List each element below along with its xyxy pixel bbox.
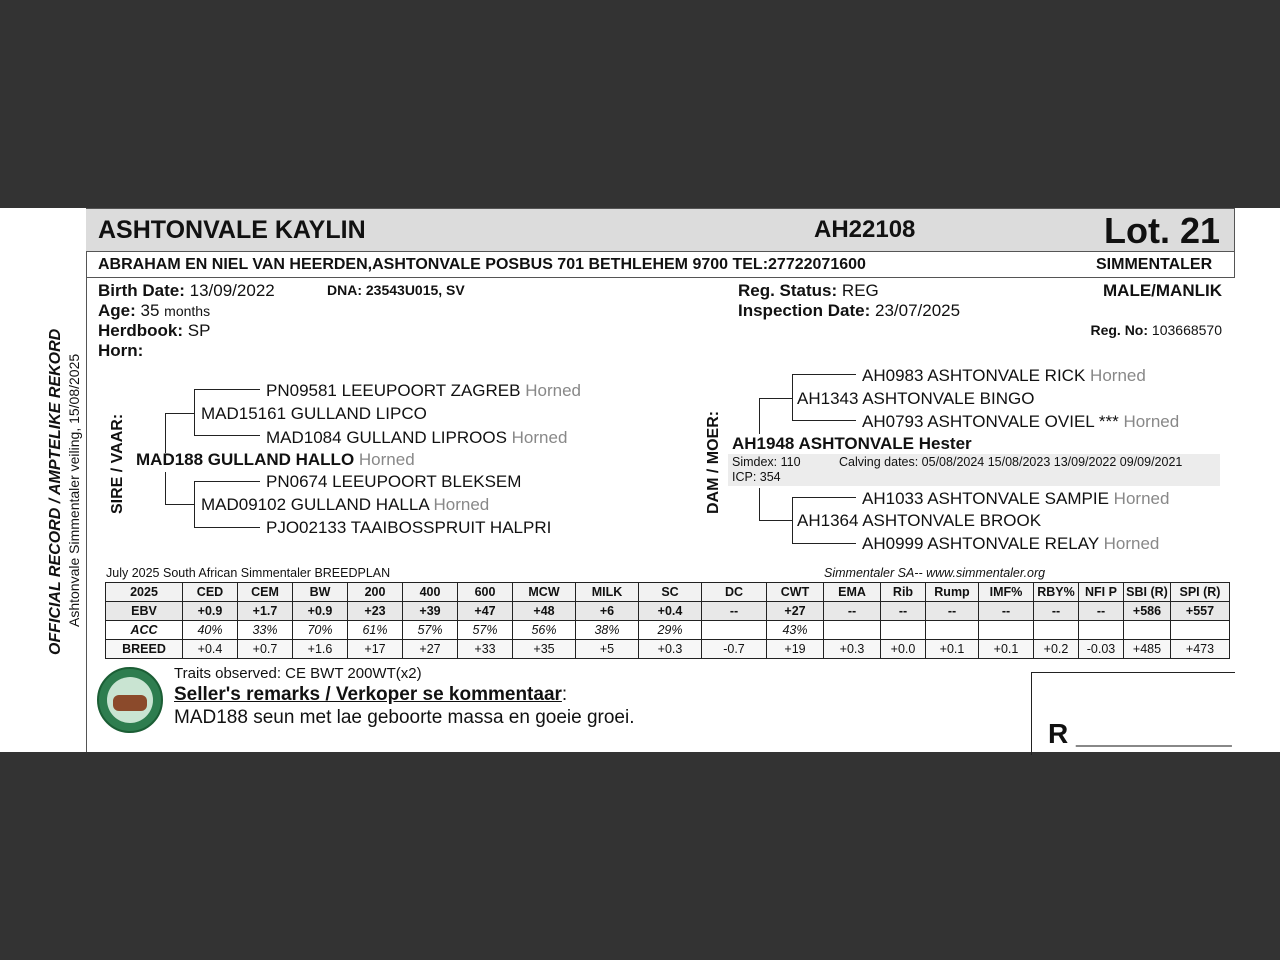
dam-label: DAM / MOER: (705, 410, 722, 514)
ebv-cell: Rump (926, 583, 979, 602)
ebv-cell: +0.0 (881, 640, 926, 659)
horn-status: Horned (511, 428, 568, 447)
ebv-cell: 56% (513, 621, 576, 640)
ebv-cell: MILK (576, 583, 639, 602)
simmentaler-logo (97, 667, 163, 733)
simdex: Simdex: 110 (732, 455, 801, 469)
ebv-cell: +0.3 (824, 640, 881, 659)
ebv-cell: +35 (513, 640, 576, 659)
ebv-cell: +19 (767, 640, 824, 659)
ebv-cell: -- (1034, 602, 1079, 621)
ebv-cell: CWT (767, 583, 824, 602)
ebv-cell: 600 (458, 583, 513, 602)
remarks-colon: : (561, 684, 568, 705)
ebv-cell: 40% (183, 621, 238, 640)
ebv-cell: NFI P (1079, 583, 1124, 602)
ebv-cell: +17 (348, 640, 403, 659)
ebv-cell: -- (881, 602, 926, 621)
ebv-cell: +0.4 (183, 640, 238, 659)
ebv-row-columns (106, 583, 1230, 602)
sire-name (136, 450, 415, 470)
ancestor-name: PN09581 LEEUPOORT ZAGREB (266, 381, 521, 400)
ebv-cell: 38% (576, 621, 639, 640)
ebv-cell: +0.9 (183, 602, 238, 621)
remarks-text: MAD188 seun met lae geboorte massa en goeie groei. (174, 707, 635, 728)
pedigree-line (194, 481, 195, 527)
ebv-cell (1124, 621, 1171, 640)
ebv-cell (702, 621, 767, 640)
age-label: Age: (98, 301, 136, 320)
ebv-cell: +586 (1124, 602, 1171, 621)
ebv-cell: +485 (1124, 640, 1171, 659)
ebv-cell: DC (702, 583, 767, 602)
horn-label: Horn: (98, 341, 144, 360)
pedigree-line (194, 435, 260, 436)
pedigree-line (759, 520, 792, 521)
pedigree-line (194, 527, 260, 528)
dam-sire: AH1343 ASHTONVALE BINGO (797, 389, 1035, 408)
reg-status-label: Reg. Status: (738, 281, 838, 300)
ebv-cell (1034, 621, 1079, 640)
ebv-table (105, 582, 1230, 659)
ebv-cell: +0.4 (639, 602, 702, 621)
ebv-cell: 200 (348, 583, 403, 602)
ebv-cell: ACC (106, 621, 183, 640)
pedigree-line (759, 398, 760, 434)
horn-status: Horned (1103, 534, 1160, 553)
pedigree-line (759, 488, 760, 520)
breed-name: SIMMENTALER (1096, 256, 1213, 273)
pedigree-line (165, 413, 195, 414)
sire-dam-dam: PJO02133 TAAIBOSSPRUIT HALPRI (266, 518, 552, 537)
ebv-cell (926, 621, 979, 640)
ebv-cell: +5 (576, 640, 639, 659)
birth-date-label: Birth Date: (98, 281, 185, 300)
reg-no (1090, 322, 1222, 338)
dam-sire-sire (862, 366, 1146, 386)
dam-sire-dam (862, 412, 1179, 432)
ebv-cell: 33% (238, 621, 293, 640)
lot-card (0, 208, 1280, 752)
ebv-row-breed (106, 640, 1230, 659)
ebv-cell: +0.7 (238, 640, 293, 659)
ebv-cell: +1.6 (293, 640, 348, 659)
ebv-cell: +39 (403, 602, 458, 621)
horn-status: Horned (1113, 489, 1170, 508)
ancestor-name: MAD188 GULLAND HALLO (136, 450, 355, 469)
horn-status: Horned (1090, 366, 1146, 385)
age-value: 35 (140, 301, 160, 320)
cattle-icon (113, 695, 147, 711)
ebv-cell: 61% (348, 621, 403, 640)
sire-dam-sire: PN0674 LEEUPOORT BLEKSEM (266, 472, 522, 491)
ancestor-name: MAD09102 GULLAND HALLA (201, 495, 429, 514)
pedigree-line (194, 389, 195, 435)
horn-status: Horned (433, 495, 490, 514)
traits-observed: Traits observed: CE BWT 200WT(x2) (174, 665, 422, 682)
ebv-cell: -- (702, 602, 767, 621)
pedigree-line (792, 543, 856, 544)
inspection-value: 23/07/2025 (874, 301, 961, 320)
ebv-cell (1079, 621, 1124, 640)
sale-label: Ashtonvale Simmentaler veiling, 15/08/2025 (66, 353, 82, 627)
ebv-cell: -- (926, 602, 979, 621)
ebv-cell: EBV (106, 602, 183, 621)
ebv-cell: CEM (238, 583, 293, 602)
pedigree-line (792, 497, 793, 543)
ebv-cell: -- (1079, 602, 1124, 621)
inspection-label: Inspection Date: (738, 301, 871, 320)
ebv-cell: Rib (881, 583, 926, 602)
ebv-cell: BREED (106, 640, 183, 659)
ebv-cell: RBY% (1034, 583, 1079, 602)
pedigree-line (792, 497, 856, 498)
ancestor-name: AH0983 ASHTONVALE RICK (862, 366, 1086, 385)
sire-label: SIRE / VAAR: (109, 413, 126, 514)
ebv-cell: -- (824, 602, 881, 621)
ancestor-name: MAD1084 GULLAND LIPROOS (266, 428, 507, 447)
ebv-cell: 57% (403, 621, 458, 640)
ebv-cell: 400 (403, 583, 458, 602)
ebv-cell (979, 621, 1034, 640)
sire-dam (201, 495, 489, 515)
official-record-label: OFFICIAL RECORD / AMPTELIKE REKORD (47, 328, 64, 655)
remarks-heading (174, 684, 567, 706)
breedplan-title: July 2025 South African Simmentaler BREEDPLAN (106, 566, 391, 580)
pedigree-line (194, 389, 260, 390)
ebv-row-ebv (106, 602, 1230, 621)
inspection-date (738, 301, 960, 321)
birth-date (98, 281, 275, 301)
ebv-cell: SPI (R) (1171, 583, 1230, 602)
animal-reg-code: AH22108 (814, 216, 916, 243)
dam-name: AH1948 ASHTONVALE Hester (732, 434, 972, 453)
calving-dates: Calving dates: 05/08/2024 15/08/2023 13/09/2022 09/09/2021 (839, 455, 1183, 469)
ebv-cell: +33 (458, 640, 513, 659)
ebv-cell: 57% (458, 621, 513, 640)
ebv-cell: +27 (403, 640, 458, 659)
herdbook-value: SP (187, 321, 211, 340)
reg-status-value: REG (841, 281, 879, 300)
pedigree-line (165, 472, 166, 504)
sire-sire: MAD15161 GULLAND LIPCO (201, 404, 427, 423)
ebv-cell: +0.2 (1034, 640, 1079, 659)
pedigree-line (194, 481, 260, 482)
horn-status: Horned (1123, 412, 1180, 431)
animal-name: ASHTONVALE KAYLIN (98, 216, 366, 244)
ebv-cell: +0.1 (979, 640, 1034, 659)
sire-sire-dam (266, 428, 567, 448)
ebv-cell: MCW (513, 583, 576, 602)
ebv-cell: +0.9 (293, 602, 348, 621)
dam-dam: AH1364 ASHTONVALE BROOK (797, 511, 1042, 530)
ebv-cell: +1.7 (238, 602, 293, 621)
dna-info: DNA: 23543U015, SV (327, 282, 465, 298)
price-field[interactable]: R __________ (1048, 718, 1232, 749)
ebv-cell: EMA (824, 583, 881, 602)
herdbook (98, 321, 210, 341)
age-unit: months (164, 303, 211, 319)
birth-date-value: 13/09/2022 (189, 281, 275, 300)
pedigree-line (165, 504, 195, 505)
ebv-cell: BW (293, 583, 348, 602)
pedigree-line (165, 413, 166, 453)
ebv-cell: +27 (767, 602, 824, 621)
ebv-cell (881, 621, 926, 640)
ebv-cell: +6 (576, 602, 639, 621)
ebv-cell: -- (979, 602, 1034, 621)
reg-no-value: 103668570 (1151, 322, 1222, 338)
reg-no-label: Reg. No: (1090, 322, 1149, 338)
owner-line: ABRAHAM EN NIEL VAN HEERDEN,ASHTONVALE POSBUS 701 BETHLEHEM 9700 TEL:27722071600 (98, 256, 866, 273)
ebv-cell: 43% (767, 621, 824, 640)
ebv-cell: SC (639, 583, 702, 602)
reg-status (738, 281, 879, 301)
ebv-cell: -0.7 (702, 640, 767, 659)
sire-sire-sire (266, 381, 581, 401)
pedigree-line (792, 374, 793, 420)
remarks-title: Seller's remarks / Verkoper se kommentaar (174, 684, 562, 705)
icp: ICP: 354 (732, 470, 781, 484)
ebv-cell: +473 (1171, 640, 1230, 659)
ancestor-name: AH0793 ASHTONVALE OVIEL *** (862, 412, 1119, 431)
ebv-cell: SBI (R) (1124, 583, 1171, 602)
pedigree-line (792, 374, 856, 375)
breedplan-site: Simmentaler SA-- www.simmentaler.org (824, 566, 1046, 580)
lot-number: Lot. 21 (1104, 210, 1221, 251)
herdbook-label: Herdbook: (98, 321, 183, 340)
ebv-cell: 29% (639, 621, 702, 640)
dam-dam-dam (862, 534, 1159, 554)
pedigree-line (759, 398, 792, 399)
ancestor-name: AH1033 ASHTONVALE SAMPIE (862, 489, 1109, 508)
ebv-cell: -0.03 (1079, 640, 1124, 659)
age (98, 301, 210, 321)
ebv-cell (1171, 621, 1230, 640)
ebv-cell: IMF% (979, 583, 1034, 602)
ebv-cell: 2025 (106, 583, 183, 602)
ebv-cell: 70% (293, 621, 348, 640)
dam-dam-sire (862, 489, 1169, 509)
horn-status: Horned (525, 381, 581, 400)
ebv-cell: +48 (513, 602, 576, 621)
ebv-cell: +47 (458, 602, 513, 621)
ebv-cell: +0.1 (926, 640, 979, 659)
ebv-cell: +23 (348, 602, 403, 621)
horn-status: Horned (358, 450, 415, 469)
ebv-cell: +557 (1171, 602, 1230, 621)
ancestor-name: AH0999 ASHTONVALE RELAY (862, 534, 1099, 553)
ebv-cell: CED (183, 583, 238, 602)
sex: MALE/MANLIK (1103, 281, 1222, 300)
ebv-cell (824, 621, 881, 640)
ebv-row-acc (106, 621, 1230, 640)
ebv-cell: +0.3 (639, 640, 702, 659)
pedigree-line (792, 420, 856, 421)
